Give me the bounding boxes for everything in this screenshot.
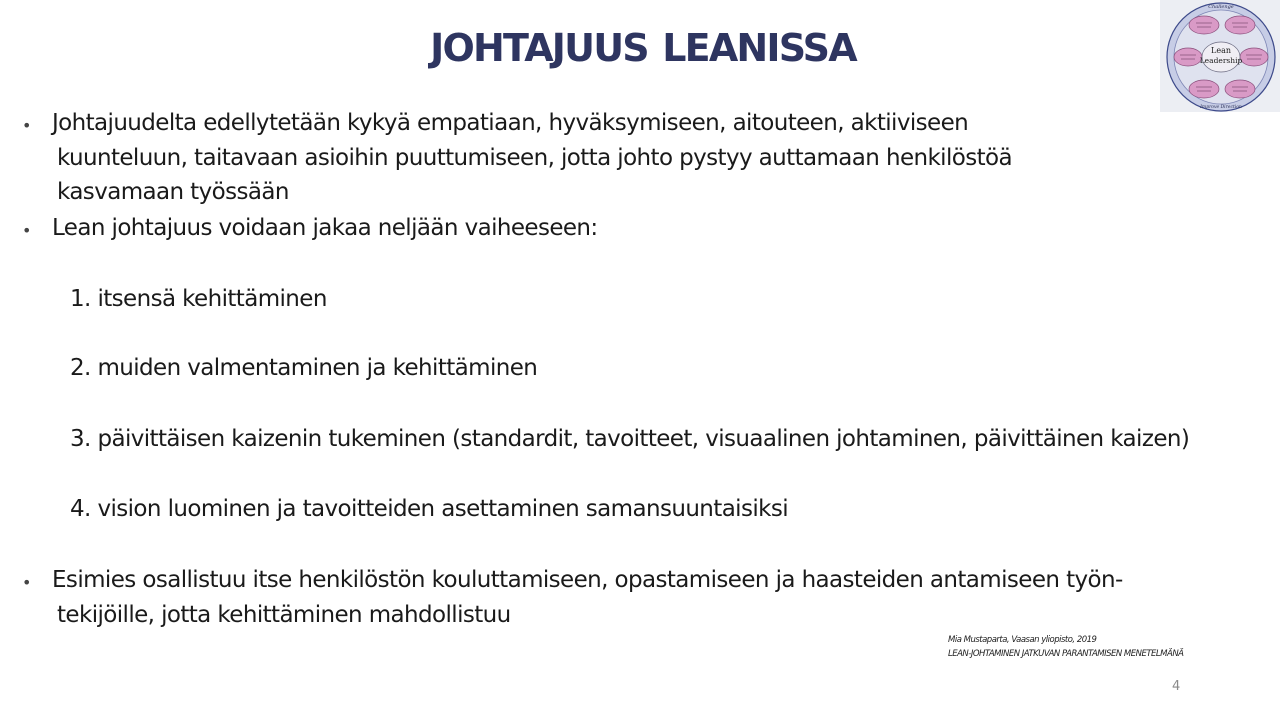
bullet-2-line-1: Lean johtajuus voidaan jakaa neljään vaiheeseen:: [52, 215, 598, 241]
bullet-item-1: [52, 106, 1012, 210]
slide-title: JOHTAJUUS LEANISSA: [430, 26, 856, 70]
bullet-marker: •: [22, 116, 32, 135]
phase-item-2: 2. muiden valmentaminen ja kehittäminen: [70, 355, 538, 381]
bullet-1-line-3: kasvamaan työssään: [57, 179, 289, 205]
phase-item-1: 1. itsensä kehittäminen: [70, 286, 327, 312]
citation-work: LEAN-JOHTAMINEN JATKUVAN PARANTAMISEN MENETELMÄNÄ: [948, 649, 1184, 659]
bullet-marker: •: [22, 573, 32, 592]
citation-author: Mia Mustaparta, Vaasan yliopisto, 2019: [948, 635, 1097, 645]
bullet-3-line-1: Esimies osallistuu itse henkilöstön kouluttamiseen, opastamiseen ja haasteiden antamiseen työn-: [52, 567, 1123, 593]
page-number: 4: [1172, 679, 1181, 694]
source-citation: [948, 633, 1184, 661]
bullet-3-line-2: tekijöille, jotta kehittäminen mahdollistuu: [57, 601, 511, 628]
bullet-marker: •: [22, 221, 32, 240]
logo-center-bottom: Leadership: [1199, 56, 1243, 65]
logo-center-top: Lean: [1211, 46, 1231, 55]
phase-item-3: 3. päivittäisen kaizenin tukeminen (standardit, tavoitteet, visuaalinen johtaminen, päivittäinen kaizen): [70, 426, 1190, 452]
logo-ring-bottom: Improve Direction: [1200, 105, 1242, 110]
lean-leadership-diagram-icon: [1160, 0, 1280, 112]
bullet-1-line-1: Johtajuudelta edellytetään kykyä empatiaan, hyväksymiseen, aitouteen, aktiiviseen: [52, 110, 969, 136]
phase-item-4: 4. vision luominen ja tavoitteiden asettaminen samansuuntaisiksi: [70, 496, 789, 522]
logo-ring-top: Challenge: [1208, 4, 1234, 10]
bullet-1-line-2: kuunteluun, taitavaan asioihin puuttumiseen, jotta johto pystyy auttamaan henkilöstöä: [57, 144, 1013, 171]
bullet-item-2: [52, 211, 598, 246]
bullet-item-3: [52, 563, 1123, 632]
lean-leadership-logo: [1160, 0, 1280, 112]
